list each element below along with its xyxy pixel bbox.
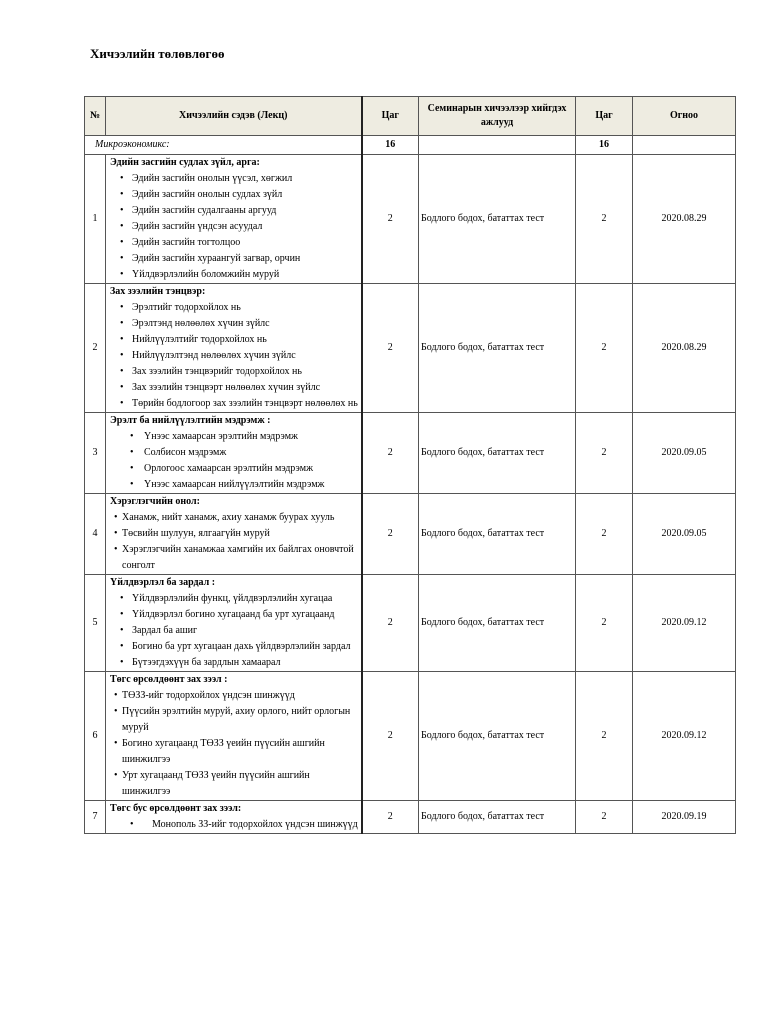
row-seminar: Бодлого бодох, бататтах тест (419, 413, 576, 494)
list-item: • Ханамж, нийт ханамж, ахиу ханамж буурах хууль (114, 512, 335, 523)
topic-title: Эрэлт ба нийлүүлэлтийн мэдрэмж : (110, 415, 271, 426)
list-item: • Зах зээлийн тэнцвэрт нөлөөлөх хүчин зүйлс (120, 382, 321, 393)
list-item: • Урт хугацаанд ТӨЗЗ үеийн пүүсийн ашгийн шинжилгээ (114, 770, 310, 797)
list-item: • Богино ба урт хугацаан дахь үйлдвэрлэлийн зардал (120, 641, 351, 652)
list-item: • Зардал ба ашиг (120, 625, 198, 636)
table-row (85, 494, 736, 575)
row-hours: 2 (362, 494, 419, 575)
list-item: • Богино хугацаанд ТӨЗЗ үеийн пүүсийн ашгийн шинжилгээ (114, 738, 325, 765)
list-item: • Хэрэглэгчийн ханамжаа хамгийн их байлгах оновчтой сонголт (114, 544, 354, 571)
page-title: Хичээлийн төлөвлөгөө (90, 46, 225, 61)
row-seminar: Бодлого бодох, бататтах тест (419, 155, 576, 284)
table-row (85, 672, 736, 801)
list-item: • Эдийн засгийн судалгааны аргууд (120, 205, 277, 216)
row-hours2: 2 (576, 672, 633, 801)
topic-list (108, 688, 359, 800)
row-hours: 2 (362, 672, 419, 801)
row-hours2: 2 (576, 575, 633, 672)
row-date: 2020.09.19 (633, 801, 736, 834)
subject-hours2: 16 (576, 136, 633, 155)
topic-list (108, 817, 359, 833)
topic-list (108, 429, 359, 493)
topic-title: Зах зээлийн тэнцвэр: (110, 286, 206, 297)
table-row (85, 155, 736, 284)
topic-list (108, 510, 359, 574)
header-hours: Цаг (362, 97, 419, 136)
row-num: 5 (85, 575, 106, 672)
list-item: • Үйлдвэрлэлийн боломжийн муруй (120, 269, 280, 280)
list-item: • Эдийн засгийн үндсэн асуудал (120, 221, 263, 232)
row-topic (106, 672, 362, 801)
row-hours: 2 (362, 575, 419, 672)
row-topic (106, 575, 362, 672)
topic-title: Эдийн засгийн судлах зүйл, арга: (110, 157, 260, 168)
row-num: 1 (85, 155, 106, 284)
subject-date (633, 136, 736, 155)
list-item: • Эдийн засгийн хураангуй загвар, орчин (120, 253, 301, 264)
row-seminar: Бодлого бодох, бататтах тест (419, 801, 576, 834)
row-hours2: 2 (576, 413, 633, 494)
row-seminar: Бодлого бодох, бататтах тест (419, 284, 576, 413)
table-row (85, 413, 736, 494)
list-item: • Бүтээгдэхүүн ба зардлын хамаарал (120, 657, 281, 668)
row-num: 6 (85, 672, 106, 801)
row-num: 3 (85, 413, 106, 494)
row-hours2: 2 (576, 801, 633, 834)
row-date: 2020.09.05 (633, 494, 736, 575)
row-num: 4 (85, 494, 106, 575)
topic-title: Хэрэглэгчийн онол: (110, 496, 200, 507)
topic-title: Төгс бус өрсөлдөөнт зах зээл: (110, 803, 242, 814)
list-item: • Эдийн засгийн онолын судлах зүйл (120, 189, 283, 200)
subject-seminar (419, 136, 576, 155)
row-date: 2020.09.12 (633, 672, 736, 801)
header-topic: Хичээлийн сэдэв (Лекц) (106, 97, 362, 136)
row-date: 2020.09.12 (633, 575, 736, 672)
row-date: 2020.08.29 (633, 284, 736, 413)
row-hours2: 2 (576, 284, 633, 413)
list-item: • Эдийн засгийн тогтолцоо (120, 237, 241, 248)
table-row (85, 801, 736, 834)
row-hours: 2 (362, 284, 419, 413)
topic-list (108, 591, 359, 671)
list-item: • Үйлдвэрлэл богино хугацаанд ба урт хугацаанд (120, 609, 335, 620)
table-header-row (85, 97, 736, 136)
topic-title: Төгс өрсөлдөөнт зах зээл : (110, 674, 228, 685)
header-date: Огноо (633, 97, 736, 136)
subject-row (85, 136, 736, 155)
row-hours: 2 (362, 155, 419, 284)
header-hours2: Цаг (576, 97, 633, 136)
table-row (85, 575, 736, 672)
topic-title: Үйлдвэрлэл ба зардал : (110, 577, 216, 588)
list-item: • Эрэлтэнд нөлөөлөх хүчин зүйлс (120, 318, 270, 329)
list-item: • Эрэлтийг тодорхойлох нь (120, 302, 241, 313)
row-seminar: Бодлого бодох, бататтах тест (419, 494, 576, 575)
row-num: 2 (85, 284, 106, 413)
header-num: № (85, 97, 106, 136)
lesson-plan-table (84, 96, 736, 834)
list-item: • Нийлүүлэлтэнд нөлөөлөх хүчин зүйлс (120, 350, 296, 361)
topic-list (108, 300, 359, 412)
list-item: • Эдийн засгийн онолын үүсэл, хөгжил (120, 173, 293, 184)
list-item: • ТӨЗЗ-ийг тодорхойлох үндсэн шинжүүд (114, 690, 295, 701)
list-item: • Зах зээлийн тэнцвэрийг тодорхойлох нь (120, 366, 302, 377)
row-topic (106, 801, 362, 834)
list-item: • Үнээс хамаарсан эрэлтийн мэдрэмж (130, 431, 298, 442)
list-item: • Төрийн бодлогоор зах зээлийн тэнцвэрт нөлөөлөх нь (120, 398, 358, 409)
list-item: • Төсвийн шулуун, ялгаагүйн муруй (114, 528, 270, 539)
subject-name: Микроэкономикс: (85, 136, 362, 155)
list-item: • Үнээс хамаарсан нийлүүлэлтийн мэдрэмж (130, 479, 325, 490)
list-item: • Пүүсийн эрэлтийн муруй, ахиу орлого, нийт орлогын муруй (114, 706, 351, 733)
list-item: • Монополь ЗЗ-ийг тодорхойлох үндсэн шинжүүд (130, 819, 358, 830)
row-topic (106, 155, 362, 284)
row-seminar: Бодлого бодох, бататтах тест (419, 672, 576, 801)
row-topic (106, 284, 362, 413)
list-item: • Солбисон мэдрэмж (130, 447, 227, 458)
list-item: • Үйлдвэрлэлийн функц, үйлдвэрлэлийн хугацаа (120, 593, 333, 604)
row-date: 2020.08.29 (633, 155, 736, 284)
row-num: 7 (85, 801, 106, 834)
row-topic (106, 413, 362, 494)
subject-hours: 16 (362, 136, 419, 155)
table-row (85, 284, 736, 413)
row-date: 2020.09.05 (633, 413, 736, 494)
row-hours2: 2 (576, 494, 633, 575)
row-hours: 2 (362, 413, 419, 494)
row-seminar: Бодлого бодох, бататтах тест (419, 575, 576, 672)
topic-list (108, 171, 359, 283)
list-item: • Орлогоос хамаарсан эрэлтийн мэдрэмж (130, 463, 313, 474)
row-hours2: 2 (576, 155, 633, 284)
list-item: • Нийлүүлэлтийг тодорхойлох нь (120, 334, 267, 345)
header-seminar: Семинарын хичээлээр хийгдэх ажлууд (419, 97, 576, 136)
row-hours: 2 (362, 801, 419, 834)
row-topic (106, 494, 362, 575)
